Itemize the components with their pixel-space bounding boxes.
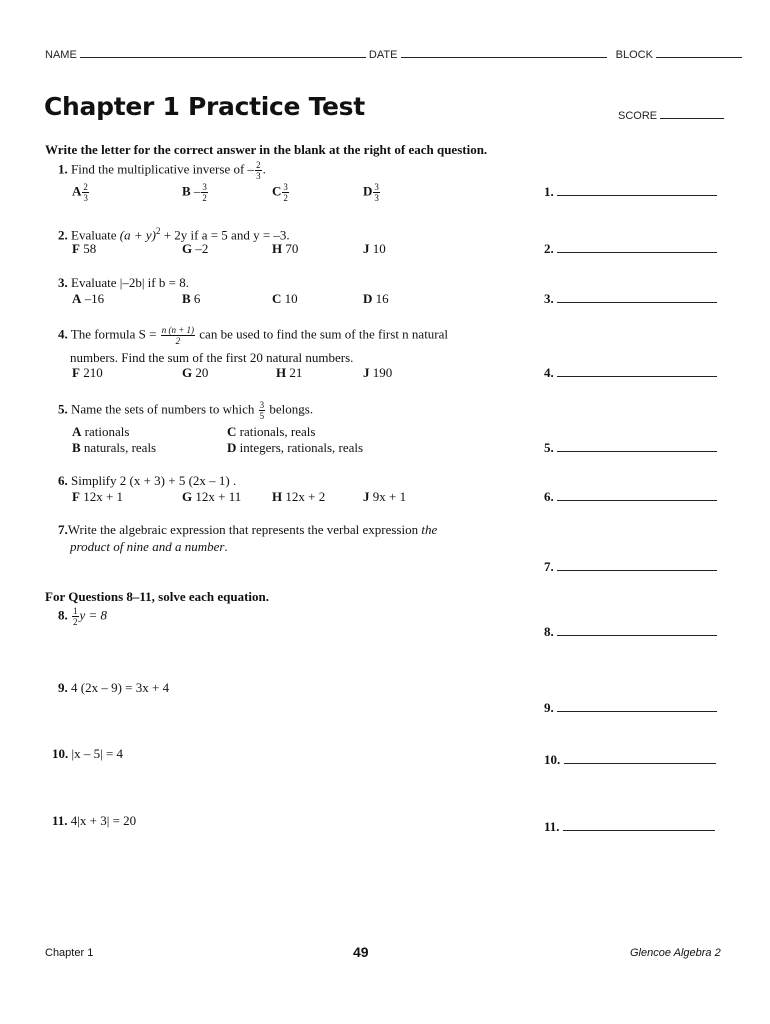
q4-choice-f: F 210 — [72, 365, 103, 380]
q1-choice-d: D $\frac{3}{3}$ — [363, 182, 379, 203]
q4-choice-h: H 21 — [276, 365, 303, 380]
date-label: DATE — [368, 49, 398, 61]
q5-choice-c: C rationals, reals — [227, 424, 316, 439]
footer-book: Glencoe Algebra 2 — [630, 947, 721, 959]
q6-choice-g: G 12x + 11 — [182, 489, 242, 504]
name-row — [45, 47, 742, 61]
page-number: 49 — [353, 944, 369, 960]
question-number: 1. — [58, 161, 68, 177]
answer-blank-2[interactable]: 2. — [544, 241, 717, 257]
score-label: SCORE — [618, 110, 658, 122]
q2-choice-f: F 58 — [72, 241, 97, 256]
q5-choice-b: B naturals, reals — [72, 440, 157, 455]
q3-choice-d: D 16 — [363, 291, 389, 306]
score-field[interactable] — [660, 108, 724, 119]
q3-choice-a: A –16 — [72, 291, 105, 306]
q5-choice-a: A rationals — [72, 424, 130, 439]
question-5: 5. Name the sets of numbers to which $\frac{3}{5}$ belongs. — [58, 400, 314, 421]
q6-choice-h: H 12x + 2 — [272, 489, 326, 504]
answer-blank-1[interactable]: 1. — [544, 184, 717, 200]
question-4-line2: numbers. Find the sum of the first 20 natural numbers. — [70, 350, 354, 365]
question-7: 7.Write the algebraic expression that represents the verbal expression the — [58, 522, 438, 537]
q2-choice-h: H 70 — [272, 241, 299, 256]
answer-blank-8[interactable]: 8. — [544, 624, 717, 640]
answer-blank-10[interactable]: 10. — [544, 752, 716, 768]
question-1: 1. Find the multiplicative inverse of – $\frac{2}{3}$ . — [58, 160, 266, 181]
question-6: 6. Simplify 2 (x + 3) + 5 (2x – 1) . — [58, 473, 237, 488]
q4-choice-j: J 190 — [363, 365, 393, 380]
fraction: $\frac{1}{2}$ — [73, 606, 78, 627]
fraction: $\frac{2}{3}$ — [256, 160, 261, 181]
question-8: 8. $\frac{1}{2}$ y = 8 — [58, 606, 108, 627]
q4-choice-g: G 20 — [182, 365, 209, 380]
question-number: 2. — [58, 227, 68, 243]
date-field[interactable] — [401, 47, 607, 58]
footer-chapter: Chapter 1 — [45, 947, 94, 959]
block-label: BLOCK — [615, 49, 653, 61]
q6-choice-j: J 9x + 1 — [363, 489, 407, 504]
block-field[interactable] — [656, 47, 742, 58]
answer-blank-9[interactable]: 9. — [544, 700, 717, 716]
answer-blank-3[interactable]: 3. — [544, 291, 717, 307]
question-2: 2. Evaluate $(a + y)^2 + 2y$ if a = 5 and y = –3. — [58, 226, 290, 243]
fraction: $\frac{n (n + 1)}{2}$ — [161, 325, 195, 346]
question-7-line2: product of nine and a number. — [70, 539, 228, 554]
question-9: 9. 4 (2x – 9) = 3x + 4 — [58, 680, 170, 695]
q1-choice-c: C $\frac{3}{2}$ — [272, 182, 288, 203]
q3-choice-c: C 10 — [272, 291, 298, 306]
answer-blank-7[interactable]: 7. — [544, 559, 717, 575]
answer-blank-11[interactable]: 11. — [544, 819, 715, 835]
question-text: Find the multiplicative inverse of – — [71, 161, 255, 177]
q2-choice-j: J 10 — [363, 241, 386, 256]
q6-choice-f: F 12x + 1 — [72, 489, 124, 504]
question-3: 3. Evaluate |–2b| if b = 8. — [58, 275, 189, 290]
section-heading: For Questions 8–11, solve each equation. — [45, 589, 270, 604]
fraction: $\frac{3}{5}$ — [259, 400, 265, 421]
name-label: NAME — [45, 49, 77, 61]
page-title: Chapter 1 Practice Test — [44, 92, 365, 121]
score-row — [618, 108, 724, 122]
q3-choice-b: B 6 — [182, 291, 201, 306]
q5-choice-d: D integers, rationals, reals — [227, 440, 364, 455]
answer-blank-4[interactable]: 4. — [544, 365, 717, 381]
question-10: 10. |x – 5| = 4 — [52, 746, 124, 761]
name-field[interactable] — [80, 47, 366, 58]
question-4: 4. The formula S = $\frac{n (n + 1)}{2}$ can be used to find the sum of the first n natural — [58, 325, 449, 346]
instructions: Write the letter for the correct answer in the blank at the right of each question. — [45, 142, 488, 157]
q1-choice-a: A $\frac{2}{3}$ — [72, 182, 88, 203]
answer-blank-5[interactable]: 5. — [544, 440, 717, 456]
question-11: 11. 4|x + 3| = 20 — [52, 813, 137, 828]
q1-choice-b: B – $\frac{3}{2}$ — [182, 182, 207, 203]
q2-choice-g: G –2 — [182, 241, 209, 256]
answer-blank-6[interactable]: 6. — [544, 489, 717, 505]
